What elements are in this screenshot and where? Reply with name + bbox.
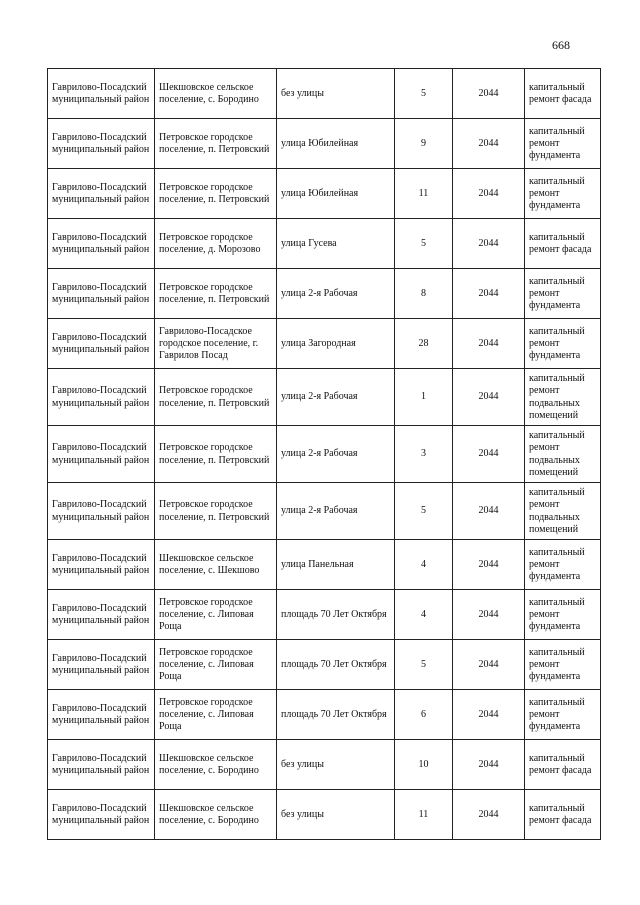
house-number-cell: 11 <box>395 169 453 219</box>
work-type-cell: капитальный ремонт фасада <box>525 790 601 840</box>
street-cell: улица Загородная <box>277 319 395 369</box>
house-number-cell: 4 <box>395 540 453 590</box>
district-cell: Гаврилово-Посадский муниципальный район <box>48 269 155 319</box>
settlement-cell: Гаврилово-Посадское городское поселение, г. Гаврилов Посад <box>155 319 277 369</box>
house-number-cell: 5 <box>395 483 453 540</box>
street-cell: без улицы <box>277 790 395 840</box>
street-cell: улица 2-я Рабочая <box>277 269 395 319</box>
settlement-cell: Шекшовское сельское поселение, с. Бородино <box>155 740 277 790</box>
settlement-cell: Петровское городское поселение, с. Липовая Роща <box>155 690 277 740</box>
work-type-cell: капитальный ремонт фасада <box>525 219 601 269</box>
district-cell: Гаврилово-Посадский муниципальный район <box>48 426 155 483</box>
planned-year-cell: 2044 <box>453 319 525 369</box>
settlement-cell: Петровское городское поселение, п. Петровский <box>155 269 277 319</box>
district-cell: Гаврилово-Посадский муниципальный район <box>48 369 155 426</box>
repair-schedule-table <box>47 68 601 840</box>
table-row <box>48 483 601 540</box>
work-type-cell: капитальный ремонт фундамента <box>525 269 601 319</box>
table-row <box>48 69 601 119</box>
house-number-cell: 28 <box>395 319 453 369</box>
district-cell: Гаврилово-Посадский муниципальный район <box>48 219 155 269</box>
street-cell: улица 2-я Рабочая <box>277 369 395 426</box>
work-type-cell: капитальный ремонт фундамента <box>525 690 601 740</box>
settlement-cell: Шекшовское сельское поселение, с. Бородино <box>155 69 277 119</box>
street-cell: улица Гусева <box>277 219 395 269</box>
district-cell: Гаврилово-Посадский муниципальный район <box>48 790 155 840</box>
house-number-cell: 10 <box>395 740 453 790</box>
house-number-cell: 4 <box>395 590 453 640</box>
work-type-cell: капитальный ремонт фундамента <box>525 119 601 169</box>
planned-year-cell: 2044 <box>453 169 525 219</box>
district-cell: Гаврилово-Посадский муниципальный район <box>48 119 155 169</box>
table-row <box>48 740 601 790</box>
district-cell: Гаврилово-Посадский муниципальный район <box>48 319 155 369</box>
district-cell: Гаврилово-Посадский муниципальный район <box>48 590 155 640</box>
settlement-cell: Петровское городское поселение, п. Петровский <box>155 483 277 540</box>
planned-year-cell: 2044 <box>453 426 525 483</box>
house-number-cell: 5 <box>395 219 453 269</box>
planned-year-cell: 2044 <box>453 269 525 319</box>
table-row <box>48 540 601 590</box>
table-row <box>48 369 601 426</box>
table-row <box>48 426 601 483</box>
street-cell: без улицы <box>277 740 395 790</box>
table-row <box>48 219 601 269</box>
planned-year-cell: 2044 <box>453 740 525 790</box>
street-cell: улица Юбилейная <box>277 169 395 219</box>
settlement-cell: Шекшовское сельское поселение, с. Шекшово <box>155 540 277 590</box>
district-cell: Гаврилово-Посадский муниципальный район <box>48 540 155 590</box>
district-cell: Гаврилово-Посадский муниципальный район <box>48 483 155 540</box>
house-number-cell: 6 <box>395 690 453 740</box>
planned-year-cell: 2044 <box>453 69 525 119</box>
planned-year-cell: 2044 <box>453 640 525 690</box>
settlement-cell: Петровское городское поселение, п. Петровский <box>155 169 277 219</box>
street-cell: улица 2-я Рабочая <box>277 426 395 483</box>
district-cell: Гаврилово-Посадский муниципальный район <box>48 690 155 740</box>
table-row <box>48 640 601 690</box>
street-cell: площадь 70 Лет Октября <box>277 640 395 690</box>
house-number-cell: 11 <box>395 790 453 840</box>
settlement-cell: Петровское городское поселение, д. Морозово <box>155 219 277 269</box>
work-type-cell: капитальный ремонт подвальных помещений <box>525 483 601 540</box>
house-number-cell: 5 <box>395 69 453 119</box>
work-type-cell: капитальный ремонт фундамента <box>525 169 601 219</box>
house-number-cell: 8 <box>395 269 453 319</box>
table-row <box>48 169 601 219</box>
planned-year-cell: 2044 <box>453 219 525 269</box>
work-type-cell: капитальный ремонт подвальных помещений <box>525 426 601 483</box>
planned-year-cell: 2044 <box>453 369 525 426</box>
district-cell: Гаврилово-Посадский муниципальный район <box>48 169 155 219</box>
settlement-cell: Петровское городское поселение, п. Петровский <box>155 426 277 483</box>
district-cell: Гаврилово-Посадский муниципальный район <box>48 740 155 790</box>
planned-year-cell: 2044 <box>453 483 525 540</box>
district-cell: Гаврилово-Посадский муниципальный район <box>48 69 155 119</box>
district-cell: Гаврилово-Посадский муниципальный район <box>48 640 155 690</box>
table-row <box>48 119 601 169</box>
planned-year-cell: 2044 <box>453 590 525 640</box>
street-cell: улица Панельная <box>277 540 395 590</box>
house-number-cell: 9 <box>395 119 453 169</box>
work-type-cell: капитальный ремонт фундамента <box>525 319 601 369</box>
house-number-cell: 1 <box>395 369 453 426</box>
house-number-cell: 3 <box>395 426 453 483</box>
work-type-cell: капитальный ремонт фундамента <box>525 540 601 590</box>
planned-year-cell: 2044 <box>453 690 525 740</box>
table-row <box>48 590 601 640</box>
settlement-cell: Петровское городское поселение, п. Петровский <box>155 369 277 426</box>
settlement-cell: Петровское городское поселение, п. Петровский <box>155 119 277 169</box>
street-cell: улица Юбилейная <box>277 119 395 169</box>
street-cell: площадь 70 Лет Октября <box>277 690 395 740</box>
street-cell: без улицы <box>277 69 395 119</box>
table-row <box>48 690 601 740</box>
work-type-cell: капитальный ремонт подвальных помещений <box>525 369 601 426</box>
page-number: 668 <box>552 38 570 52</box>
settlement-cell: Петровское городское поселение, с. Липовая Роща <box>155 640 277 690</box>
table-body <box>48 69 601 840</box>
table-row <box>48 269 601 319</box>
planned-year-cell: 2044 <box>453 790 525 840</box>
house-number-cell: 5 <box>395 640 453 690</box>
table-row <box>48 790 601 840</box>
table-row <box>48 319 601 369</box>
work-type-cell: капитальный ремонт фундамента <box>525 590 601 640</box>
work-type-cell: капитальный ремонт фундамента <box>525 640 601 690</box>
planned-year-cell: 2044 <box>453 540 525 590</box>
planned-year-cell: 2044 <box>453 119 525 169</box>
work-type-cell: капитальный ремонт фасада <box>525 740 601 790</box>
work-type-cell: капитальный ремонт фасада <box>525 69 601 119</box>
street-cell: улица 2-я Рабочая <box>277 483 395 540</box>
street-cell: площадь 70 Лет Октября <box>277 590 395 640</box>
settlement-cell: Петровское городское поселение, с. Липовая Роща <box>155 590 277 640</box>
settlement-cell: Шекшовское сельское поселение, с. Бородино <box>155 790 277 840</box>
